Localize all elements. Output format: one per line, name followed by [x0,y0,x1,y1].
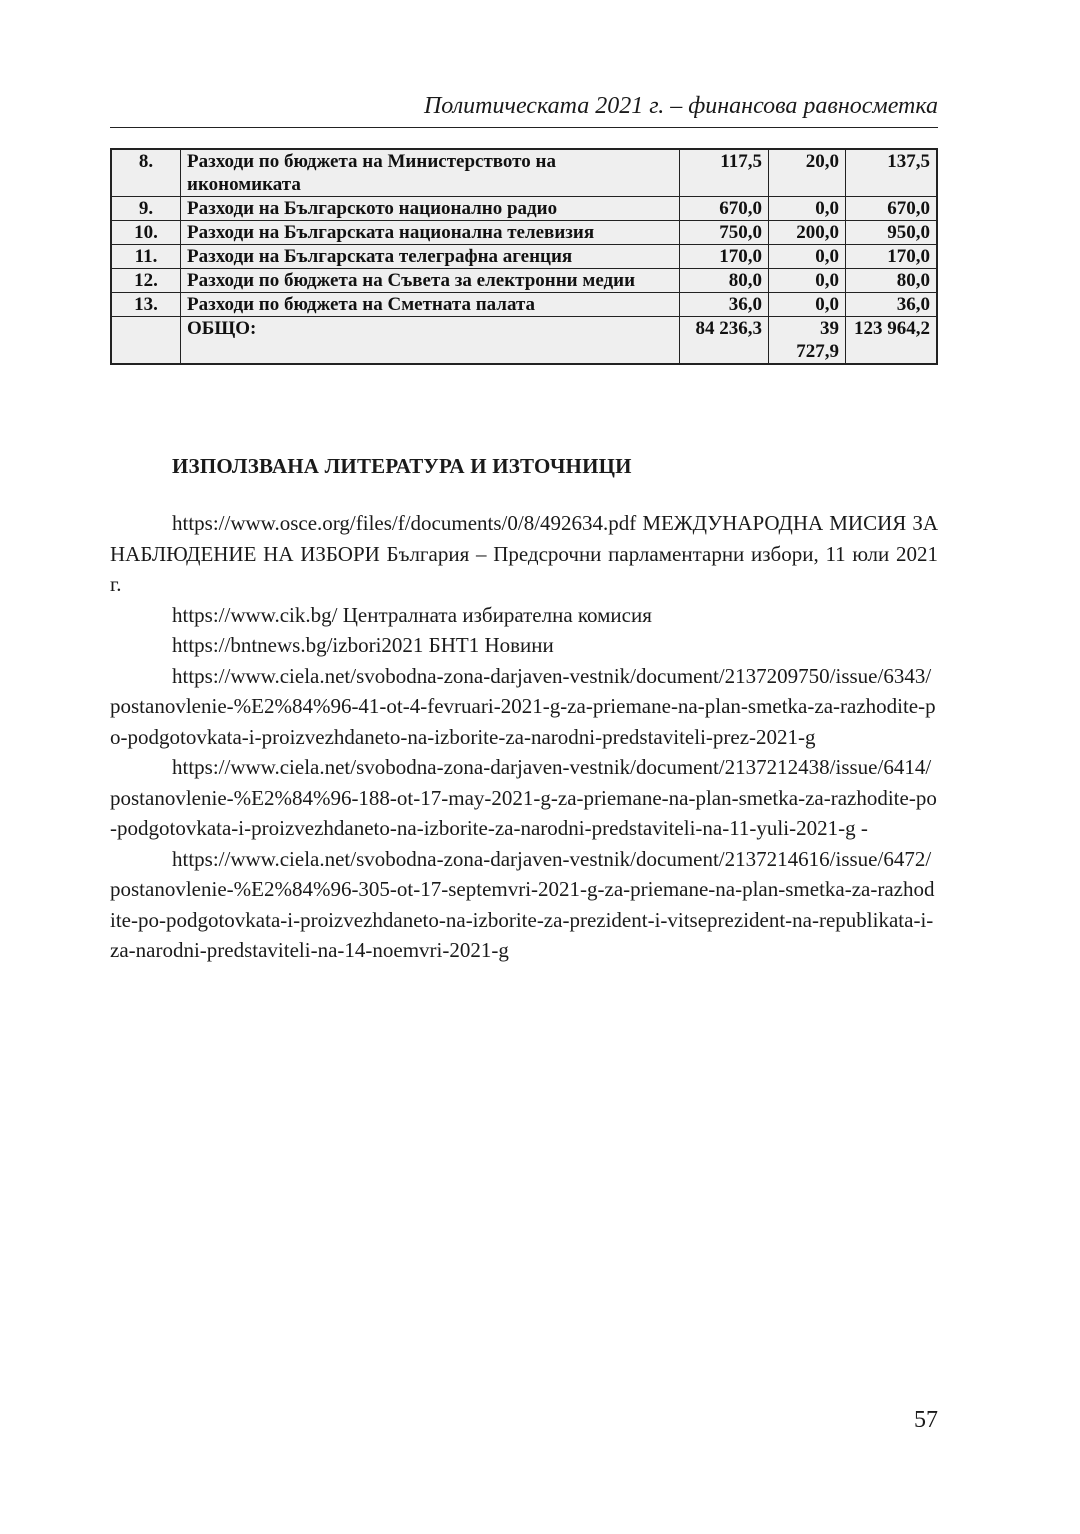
row-name: Разходи на Българската телеграфна агенция [181,245,680,269]
row-name: Разходи по бюджета на Съвета за електронни медии [181,269,680,293]
row-name: Разходи на Българското национално радио [181,197,680,221]
row-number: 11. [111,245,181,269]
row-value-1: 670,0 [680,197,769,221]
table-row [111,293,937,317]
reference-item: https://www.ciela.net/svobodna-zona-darjaven-vestnik/document/2137212438/issue/6414/postanovlenie-%E2%84%96-188-ot-17-may-2021-g-za-priemane-na-plan-smetka-za-razhodite-po-podgotovkata-i-proizvezhdaneto-na-izborite-za-narodni-predstaviteli-na-11-yuli-2021-g - [110,755,937,840]
row-name: Разходи по бюджета на Сметната палата [181,293,680,317]
page-number: 57 [914,1407,938,1433]
table-row [111,149,937,197]
row-number [111,317,181,365]
row-number: 9. [111,197,181,221]
row-value-3: 36,0 [846,293,938,317]
row-value-2: 20,0 [769,149,846,197]
row-value-2: 200,0 [769,221,846,245]
row-value-1: 80,0 [680,269,769,293]
row-number: 12. [111,269,181,293]
table-row [111,245,937,269]
row-number: 8. [111,149,181,197]
table-total-row [111,317,937,365]
row-name: Разходи на Българската национална телевизия [181,221,680,245]
row-value-1: 117,5 [680,149,769,197]
row-value-1: 750,0 [680,221,769,245]
row-number: 13. [111,293,181,317]
row-value-3: 80,0 [846,269,938,293]
references-list [110,508,938,966]
table-row [111,221,937,245]
reference-item: https://bntnews.bg/izbori2021 БНТ1 Новини [172,633,554,657]
row-value-2: 39 727,9 [769,317,846,365]
row-name: ОБЩО: [181,317,680,365]
row-value-1: 36,0 [680,293,769,317]
row-value-3: 170,0 [846,245,938,269]
row-name: Разходи по бюджета на Министерството на икономиката [181,149,680,197]
row-value-1: 170,0 [680,245,769,269]
section-title: ИЗПОЛЗВАНА ЛИТЕРАТУРА И ИЗТОЧНИЦИ [172,454,632,478]
row-value-3: 670,0 [846,197,938,221]
table-row [111,197,937,221]
row-value-3: 123 964,2 [846,317,938,365]
reference-item: https://www.ciela.net/svobodna-zona-darjaven-vestnik/document/2137214616/issue/6472/postanovlenie-%E2%84%96-305-ot-17-septemvri-2021-g-za-priemane-na-plan-smetka-za-razhodite-po-podgotovkata-i-proizvezhdaneto-na-izborite-za-prezident-i-vitseprezident-na-republikata-i-za-narodni-predstaviteli-na-14-noemvri-2021-g [110,846,935,962]
row-value-2: 0,0 [769,293,846,317]
row-value-2: 0,0 [769,197,846,221]
reference-item: https://www.cik.bg/ Централната избирателна комисия [172,602,652,627]
budget-table [110,148,938,365]
reference-item: https://www.osce.org/files/f/documents/0/8/492634.pdf МЕЖДУНАРОДНА МИСИЯ ЗА НАБЛЮДЕНИЕ НА ИЗБОРИ България – Предсрочни парламентарни избори, 11 юли 2021 г. [110,511,938,596]
row-value-2: 0,0 [769,245,846,269]
header-rule [110,127,938,128]
row-value-1: 84 236,3 [680,317,769,365]
row-value-3: 950,0 [846,221,938,245]
reference-item: https://www.ciela.net/svobodna-zona-darjaven-vestnik/document/2137209750/issue/6343/postanovlenie-%E2%84%96-41-ot-4-fevruari-2021-g-za-priemane-na-plan-smetka-za-razhodite-po-podgotovkata-i-proizvezhdaneto-na-izborite-za-narodni-predstaviteli-prez-2021-g [110,663,936,749]
running-header: Политическата 2021 г. – финансова равносметка [423,93,938,119]
row-number: 10. [111,221,181,245]
row-value-3: 137,5 [846,149,938,197]
table-row [111,269,937,293]
row-value-2: 0,0 [769,269,846,293]
